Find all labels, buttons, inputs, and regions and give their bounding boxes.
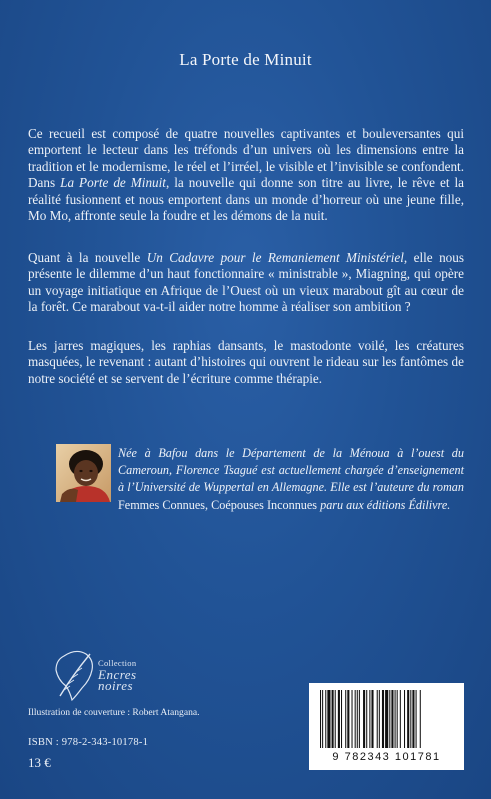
summary-paragraph-3: Les jarres magiques, les raphias dansants, le mastodonte voilé, les créatures masquées, le revenant : autant d’histoires qui ouvrent le rideau sur les fantômes de notre société et se servent de l’écriture comme thérapie.	[28, 338, 464, 386]
book-title: La Porte de Minuit	[179, 50, 312, 69]
barcode-number: 9 782343 101781	[332, 751, 441, 763]
isbn: ISBN : 978-2-343-10178-1	[28, 737, 149, 748]
summary-paragraph-1: Ce recueil est composé de quatre nouvelles captivantes et bouleversantes qui emportent le lecteur dans les tréfonds d’un univers où les dimensions entre la tradition et le modernisme, le réel et l’irréel, le visible et l’invisible se confondent. Dans La Porte de Minuit, la nouvelle qui donne son titre au livre, le rêve et la réalité fusionnent et nous emportent dans un monde d’horreur où une jeune fille, Mo Mo, affronte seule la foudre et les démons de la nuit.	[28, 126, 465, 224]
story-title-porte: La Porte de Minuit	[60, 175, 166, 191]
price: 13 €	[28, 755, 51, 770]
barcode-bars	[318, 690, 455, 750]
author-photo	[56, 444, 111, 502]
summary-paragraph-2: Quant à la nouvelle Un Cadavre pour le Remaniement Ministériel, elle nous présente le dilemme d’un haut fonctionnaire « ministrable », Miagning, qui opère un voyage initiatique en Afrique de l’Ouest où un vieux marabout gît au cœur de la forêt. Ce marabout va-t-il aider notre homme à réaliser son ambition ?	[28, 250, 464, 315]
story-title-cadavre: Un Cadavre pour le Remaniement Ministériel	[146, 250, 404, 265]
collection-name: Collection Encres noires	[98, 658, 137, 693]
barcode	[309, 683, 464, 770]
author-bio: Née à Bafou dans le Département de la Ménoua à l’ouest du Cameroun, Florence Tsagué est actuellement chargée d’enseignement à l’Université de Wuppertal en Allemagne. Elle est l’auteure du roman Femmes Connues, Coépouses Inconnues paru aux éditions Édilivre.	[118, 446, 464, 512]
illustration-credit: Illustration de couverture : Robert Atangana.	[28, 707, 200, 718]
